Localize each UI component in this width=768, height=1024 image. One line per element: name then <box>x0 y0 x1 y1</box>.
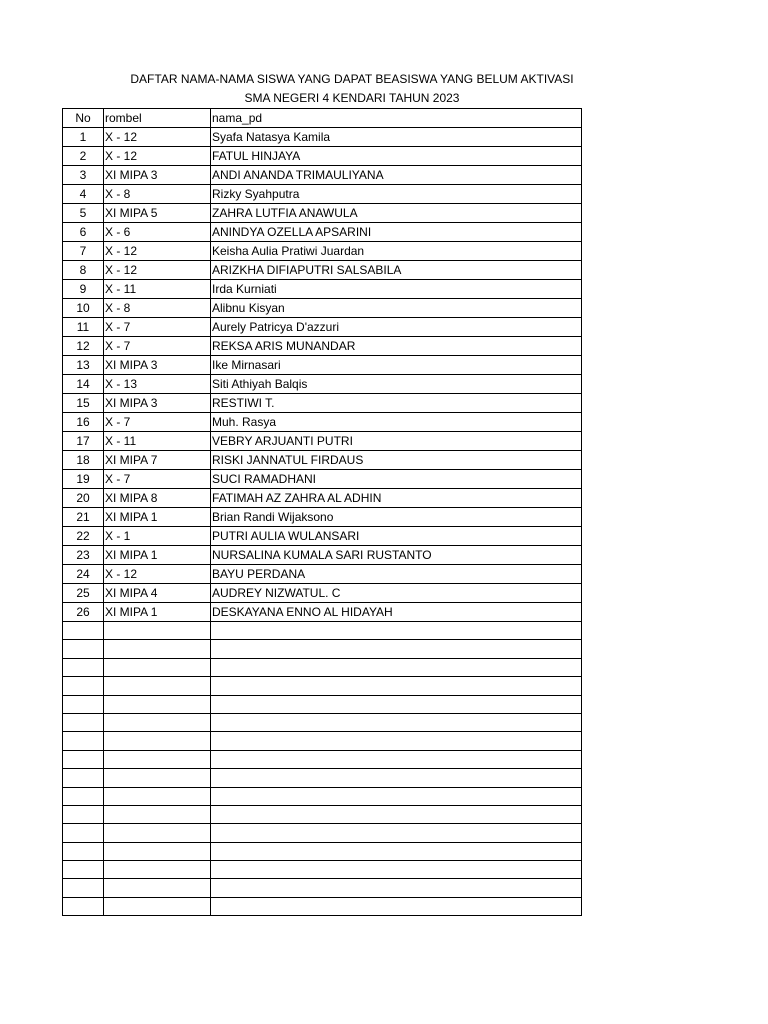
cell-rombel[interactable]: X - 12 <box>104 261 211 280</box>
cell-no[interactable] <box>63 897 104 915</box>
cell-rombel[interactable]: X - 7 <box>104 470 211 489</box>
cell-nama-pd[interactable]: REKSA ARIS MUNANDAR <box>211 337 582 356</box>
cell-nama-pd[interactable] <box>211 842 582 860</box>
table-row <box>63 223 582 242</box>
cell-rombel[interactable] <box>104 769 211 787</box>
empty-table-row <box>63 732 582 750</box>
cell-no[interactable] <box>63 824 104 842</box>
table-row <box>63 470 582 489</box>
table-row <box>63 413 582 432</box>
document-title: DAFTAR NAMA-NAMA SISWA YANG DAPAT BEASISWA YANG BELUM AKTIVASI <box>130 72 574 86</box>
cell-nama-pd[interactable]: ARIZKHA DIFIAPUTRI SALSABILA <box>211 261 582 280</box>
cell-rombel[interactable]: X - 11 <box>104 280 211 299</box>
cell-rombel[interactable]: X - 12 <box>104 565 211 584</box>
cell-nama-pd[interactable]: RESTIWI T. <box>211 394 582 413</box>
cell-rombel[interactable]: XI MIPA 3 <box>104 356 211 375</box>
empty-table-row <box>63 897 582 915</box>
student-table <box>62 108 582 916</box>
cell-no[interactable]: 1 <box>63 128 104 147</box>
header-nama-pd[interactable]: nama_pd <box>211 109 582 128</box>
table-header-row <box>63 109 582 128</box>
table-row <box>63 375 582 394</box>
empty-table-row <box>63 842 582 860</box>
cell-nama-pd[interactable] <box>211 861 582 879</box>
cell-nama-pd[interactable] <box>211 622 582 640</box>
table-row <box>63 527 582 546</box>
table-row <box>63 356 582 375</box>
cell-nama-pd[interactable]: Keisha Aulia Pratiwi Juardan <box>211 242 582 261</box>
empty-table-row <box>63 805 582 823</box>
cell-nama-pd[interactable]: Siti Athiyah Balqis <box>211 375 582 394</box>
cell-nama-pd[interactable]: SUCI RAMADHANI <box>211 470 582 489</box>
cell-nama-pd[interactable] <box>211 897 582 915</box>
cell-nama-pd[interactable]: Rizky Syahputra <box>211 185 582 204</box>
cell-rombel[interactable]: XI MIPA 4 <box>104 584 211 603</box>
cell-no[interactable]: 25 <box>63 584 104 603</box>
cell-no[interactable]: 20 <box>63 489 104 508</box>
cell-rombel[interactable]: X - 12 <box>104 128 211 147</box>
cell-nama-pd[interactable]: Aurely Patricya D'azzuri <box>211 318 582 337</box>
cell-no[interactable] <box>63 805 104 823</box>
table-row <box>63 185 582 204</box>
cell-no[interactable]: 14 <box>63 375 104 394</box>
cell-rombel[interactable] <box>104 842 211 860</box>
cell-no[interactable]: 11 <box>63 318 104 337</box>
cell-no[interactable] <box>63 750 104 768</box>
table-row <box>63 451 582 470</box>
table-row <box>63 546 582 565</box>
cell-no[interactable]: 23 <box>63 546 104 565</box>
table-row <box>63 128 582 147</box>
table-row <box>63 584 582 603</box>
cell-no[interactable] <box>63 640 104 658</box>
cell-nama-pd[interactable]: DESKAYANA ENNO AL HIDAYAH <box>211 603 582 622</box>
table-row <box>63 280 582 299</box>
table-row <box>63 166 582 185</box>
cell-nama-pd[interactable]: FATIMAH AZ ZAHRA AL ADHIN <box>211 489 582 508</box>
cell-nama-pd[interactable]: NURSALINA KUMALA SARI RUSTANTO <box>211 546 582 565</box>
cell-rombel[interactable]: X - 13 <box>104 375 211 394</box>
table-row <box>63 489 582 508</box>
cell-rombel[interactable]: XI MIPA 7 <box>104 451 211 470</box>
cell-rombel[interactable] <box>104 658 211 676</box>
cell-no[interactable]: 21 <box>63 508 104 527</box>
empty-table-row <box>63 622 582 640</box>
cell-rombel[interactable]: XI MIPA 5 <box>104 204 211 223</box>
empty-table-row <box>63 824 582 842</box>
table-row <box>63 299 582 318</box>
cell-no[interactable] <box>63 713 104 731</box>
cell-rombel[interactable] <box>104 640 211 658</box>
document-subtitle: SMA NEGERI 4 KENDARI TAHUN 2023 <box>244 91 460 105</box>
cell-no[interactable]: 19 <box>63 470 104 489</box>
cell-no[interactable] <box>63 769 104 787</box>
cell-no[interactable]: 13 <box>63 356 104 375</box>
cell-nama-pd[interactable]: VEBRY ARJUANTI PUTRI <box>211 432 582 451</box>
cell-rombel[interactable]: X - 6 <box>104 223 211 242</box>
table-row <box>63 508 582 527</box>
table-row <box>63 261 582 280</box>
cell-nama-pd[interactable]: Alibnu Kisyan <box>211 299 582 318</box>
table-row <box>63 432 582 451</box>
cell-nama-pd[interactable]: AUDREY NIZWATUL. C <box>211 584 582 603</box>
cell-rombel[interactable]: X - 11 <box>104 432 211 451</box>
cell-nama-pd[interactable] <box>211 750 582 768</box>
cell-no[interactable]: 6 <box>63 223 104 242</box>
student-table-body <box>63 109 582 916</box>
cell-rombel[interactable] <box>104 897 211 915</box>
cell-no[interactable]: 8 <box>63 261 104 280</box>
cell-nama-pd[interactable]: BAYU PERDANA <box>211 565 582 584</box>
cell-no[interactable] <box>63 695 104 713</box>
cell-rombel[interactable] <box>104 677 211 695</box>
cell-nama-pd[interactable]: Ike Mirnasari <box>211 356 582 375</box>
cell-no[interactable] <box>63 732 104 750</box>
cell-rombel[interactable]: X - 12 <box>104 242 211 261</box>
cell-no[interactable]: 15 <box>63 394 104 413</box>
cell-no[interactable]: 18 <box>63 451 104 470</box>
cell-rombel[interactable] <box>104 750 211 768</box>
cell-nama-pd[interactable] <box>211 805 582 823</box>
cell-rombel[interactable] <box>104 713 211 731</box>
cell-nama-pd[interactable] <box>211 769 582 787</box>
table-row <box>63 603 582 622</box>
cell-nama-pd[interactable] <box>211 658 582 676</box>
cell-no[interactable] <box>63 622 104 640</box>
cell-rombel[interactable] <box>104 622 211 640</box>
table-row <box>63 394 582 413</box>
cell-rombel[interactable]: XI MIPA 8 <box>104 489 211 508</box>
cell-no[interactable] <box>63 861 104 879</box>
cell-no[interactable] <box>63 879 104 897</box>
cell-no[interactable]: 10 <box>63 299 104 318</box>
cell-no[interactable]: 4 <box>63 185 104 204</box>
cell-rombel[interactable]: XI MIPA 3 <box>104 394 211 413</box>
cell-rombel[interactable] <box>104 695 211 713</box>
cell-no[interactable]: 24 <box>63 565 104 584</box>
cell-no[interactable]: 12 <box>63 337 104 356</box>
table-row <box>63 337 582 356</box>
empty-table-row <box>63 769 582 787</box>
empty-table-row <box>63 658 582 676</box>
empty-table-row <box>63 695 582 713</box>
cell-no[interactable]: 3 <box>63 166 104 185</box>
cell-rombel[interactable] <box>104 805 211 823</box>
cell-nama-pd[interactable] <box>211 640 582 658</box>
cell-rombel[interactable]: XI MIPA 1 <box>104 508 211 527</box>
cell-nama-pd[interactable] <box>211 713 582 731</box>
cell-rombel[interactable]: X - 8 <box>104 185 211 204</box>
empty-table-row <box>63 750 582 768</box>
empty-table-row <box>63 861 582 879</box>
cell-nama-pd[interactable] <box>211 879 582 897</box>
cell-nama-pd[interactable]: Brian Randi Wijaksono <box>211 508 582 527</box>
cell-no[interactable] <box>63 787 104 805</box>
cell-no[interactable]: 9 <box>63 280 104 299</box>
table-row <box>63 318 582 337</box>
cell-nama-pd[interactable]: ZAHRA LUTFIA ANAWULA <box>211 204 582 223</box>
cell-no[interactable] <box>63 842 104 860</box>
cell-no[interactable]: 2 <box>63 147 104 166</box>
empty-table-row <box>63 677 582 695</box>
cell-no[interactable] <box>63 677 104 695</box>
cell-rombel[interactable]: X - 7 <box>104 337 211 356</box>
cell-no[interactable]: 26 <box>63 603 104 622</box>
cell-nama-pd[interactable] <box>211 732 582 750</box>
cell-rombel[interactable]: X - 8 <box>104 299 211 318</box>
cell-no[interactable]: 22 <box>63 527 104 546</box>
cell-rombel[interactable]: X - 7 <box>104 413 211 432</box>
cell-rombel[interactable] <box>104 861 211 879</box>
cell-rombel[interactable] <box>104 732 211 750</box>
empty-table-row <box>63 640 582 658</box>
cell-nama-pd[interactable] <box>211 695 582 713</box>
cell-no[interactable]: 17 <box>63 432 104 451</box>
table-row <box>63 204 582 223</box>
table-row <box>63 147 582 166</box>
cell-nama-pd[interactable]: FATUL HINJAYA <box>211 147 582 166</box>
cell-nama-pd[interactable]: Syafa Natasya Kamila <box>211 128 582 147</box>
cell-no[interactable]: 5 <box>63 204 104 223</box>
empty-table-row <box>63 713 582 731</box>
cell-nama-pd[interactable]: RISKI JANNATUL FIRDAUS <box>211 451 582 470</box>
cell-rombel[interactable]: X - 7 <box>104 318 211 337</box>
cell-nama-pd[interactable] <box>211 677 582 695</box>
cell-rombel[interactable] <box>104 787 211 805</box>
cell-nama-pd[interactable]: ANINDYA OZELLA APSARINI <box>211 223 582 242</box>
cell-rombel[interactable]: XI MIPA 1 <box>104 603 211 622</box>
table-row <box>63 242 582 261</box>
cell-nama-pd[interactable] <box>211 824 582 842</box>
empty-table-row <box>63 879 582 897</box>
cell-rombel[interactable]: XI MIPA 1 <box>104 546 211 565</box>
cell-no[interactable]: 16 <box>63 413 104 432</box>
header-no[interactable]: No <box>63 109 104 128</box>
cell-rombel[interactable]: X - 12 <box>104 147 211 166</box>
cell-no[interactable]: 7 <box>63 242 104 261</box>
header-rombel[interactable]: rombel <box>104 109 211 128</box>
cell-rombel[interactable]: X - 1 <box>104 527 211 546</box>
cell-nama-pd[interactable]: ANDI ANANDA TRIMAULIYANA <box>211 166 582 185</box>
cell-no[interactable] <box>63 658 104 676</box>
cell-rombel[interactable]: XI MIPA 3 <box>104 166 211 185</box>
cell-nama-pd[interactable]: Muh. Rasya <box>211 413 582 432</box>
cell-rombel[interactable] <box>104 824 211 842</box>
cell-nama-pd[interactable] <box>211 787 582 805</box>
cell-nama-pd[interactable]: PUTRI AULIA WULANSARI <box>211 527 582 546</box>
cell-rombel[interactable] <box>104 879 211 897</box>
table-row <box>63 565 582 584</box>
empty-table-row <box>63 787 582 805</box>
cell-nama-pd[interactable]: Irda Kurniati <box>211 280 582 299</box>
